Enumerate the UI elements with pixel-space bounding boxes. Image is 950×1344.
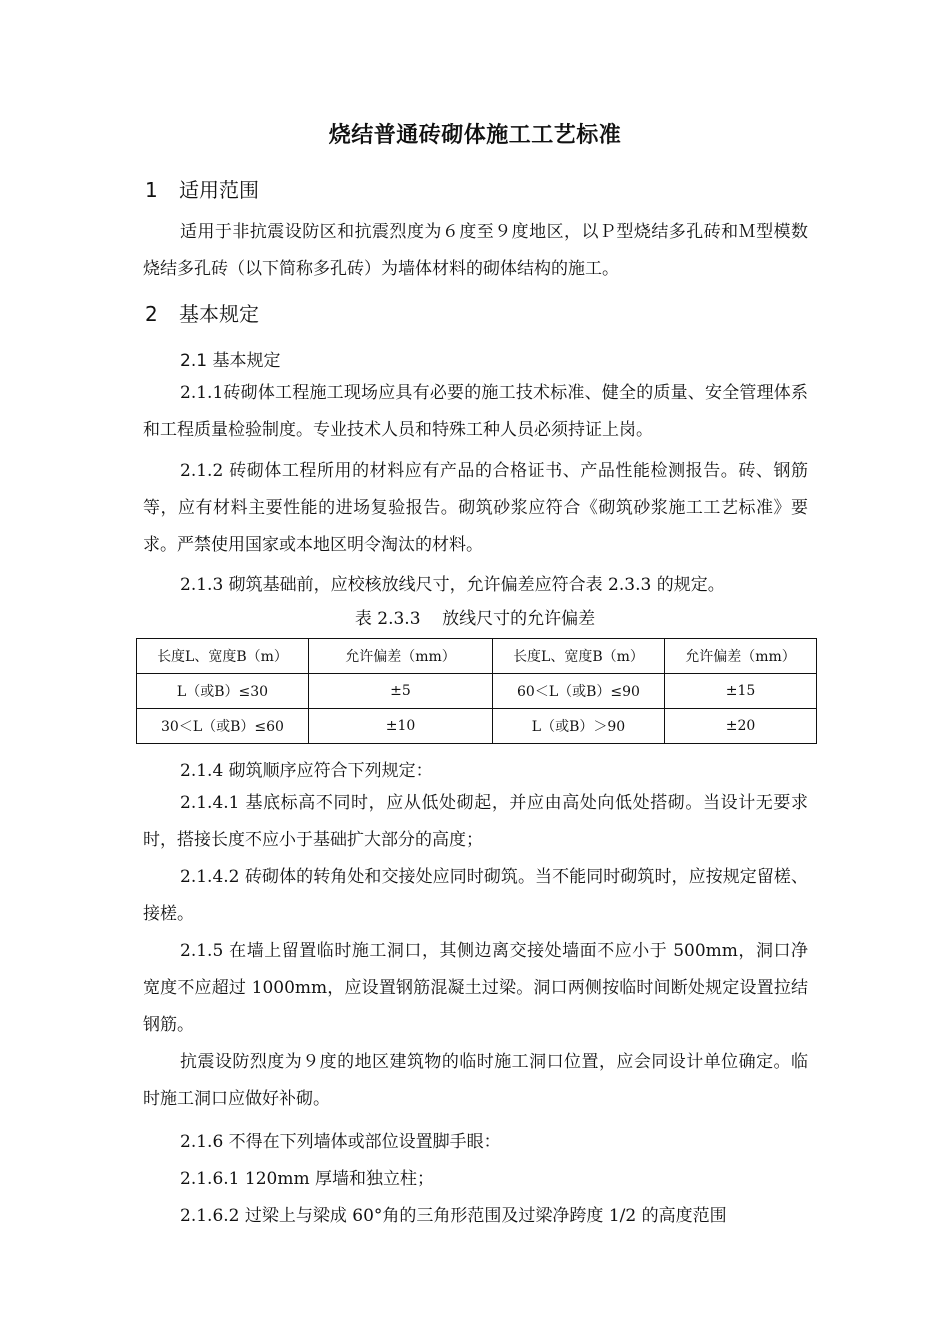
table-header-cell: 允许偏差（mm） [665,639,817,674]
table-caption: 表 2.3.3 放线尺寸的允许偏差 [354,609,596,629]
clause-2-1-6-2: 2.1.6.2 过梁上与梁成 60°角的三角形范围及过梁净跨度 1/2 的高度范围 [180,1206,727,1226]
section-2-number: 2 [145,302,158,326]
tolerance-table [136,638,817,744]
table-cell: ±20 [665,709,817,744]
clause-2-1-5-note: 抗震设防烈度为９度的地区建筑物的临时施工洞口位置，应会同设计单位确定。临时施工洞口应做好补砌。 [143,1052,808,1109]
clause-2-1-6-1: 2.1.6.1 120mm 厚墙和独立柱； [180,1169,434,1189]
section-1-number: 1 [145,178,158,202]
section-1-title: 适用范围 [179,178,259,202]
section-1-paragraph: 适用于非抗震设防区和抗震烈度为６度至９度地区，以Ｐ型烧结多孔砖和Ｍ型模数烧结多孔砖（以下简称多孔砖）为墙体材料的砌体结构的施工。 [143,222,808,279]
clause-2-1-4-1: 2.1.4.1 基底标高不同时，应从低处砌起，并应由高处向低处搭砌。当设计无要求时，搭接长度不应小于基础扩大部分的高度； [143,793,808,850]
clause-2-1-2: 2.1.2 砖砌体工程所用的材料应有产品的合格证书、产品性能检测报告。砖、钢筋等，应有材料主要性能的进场复验报告。砌筑砂浆应符合《砌筑砂浆施工工艺标准》要求。严禁使用国家或本地区明令淘汰的材料。 [143,461,808,555]
table-cell: ±5 [309,674,493,709]
table-header-cell: 长度L、宽度B（m） [493,639,665,674]
clause-2-1-5: 2.1.5 在墙上留置临时施工洞口，其侧边离交接处墙面不应小于 500mm，洞口净宽度不应超过 1000mm，应设置钢筋混凝土过梁。洞口两侧按临时间断处规定设置拉结钢筋。 [143,941,808,1035]
table-cell: ±10 [309,709,493,744]
clause-2-1-1: 2.1.1砖砌体工程施工现场应具有必要的施工技术标准、健全的质量、安全管理体系和工程质量检验制度。专业技术人员和特殊工种人员必须持证上岗。 [143,383,808,440]
clause-2-1-3: 2.1.3 砌筑基础前，应校核放线尺寸，允许偏差应符合表 2.3.3 的规定。 [180,575,725,595]
subsection-2-1-heading: 2.1 基本规定 [180,351,281,371]
document-title: 烧结普通砖砌体施工工艺标准 [328,122,622,148]
table-row [137,674,817,709]
table-row [137,709,817,744]
table-header-cell: 允许偏差（mm） [309,639,493,674]
table-cell: 60＜L（或B）≤90 [493,674,665,709]
clause-2-1-6: 2.1.6 不得在下列墙体或部位设置脚手眼： [180,1132,501,1152]
clause-2-1-4: 2.1.4 砌筑顺序应符合下列规定： [180,761,433,781]
table-cell: L（或B）≤30 [137,674,309,709]
section-2-heading [145,298,259,327]
clause-2-1-4-2: 2.1.4.2 砖砌体的转角处和交接处应同时砌筑。当不能同时砌筑时，应按规定留槎、接槎。 [143,867,808,924]
table-header-cell: 长度L、宽度B（m） [137,639,309,674]
section-2-title: 基本规定 [179,302,259,326]
table-cell: L（或B）＞90 [493,709,665,744]
table-cell: 30＜L（或B）≤60 [137,709,309,744]
table-header-row [137,639,817,674]
table-cell: ±15 [665,674,817,709]
section-1-heading [145,174,259,203]
